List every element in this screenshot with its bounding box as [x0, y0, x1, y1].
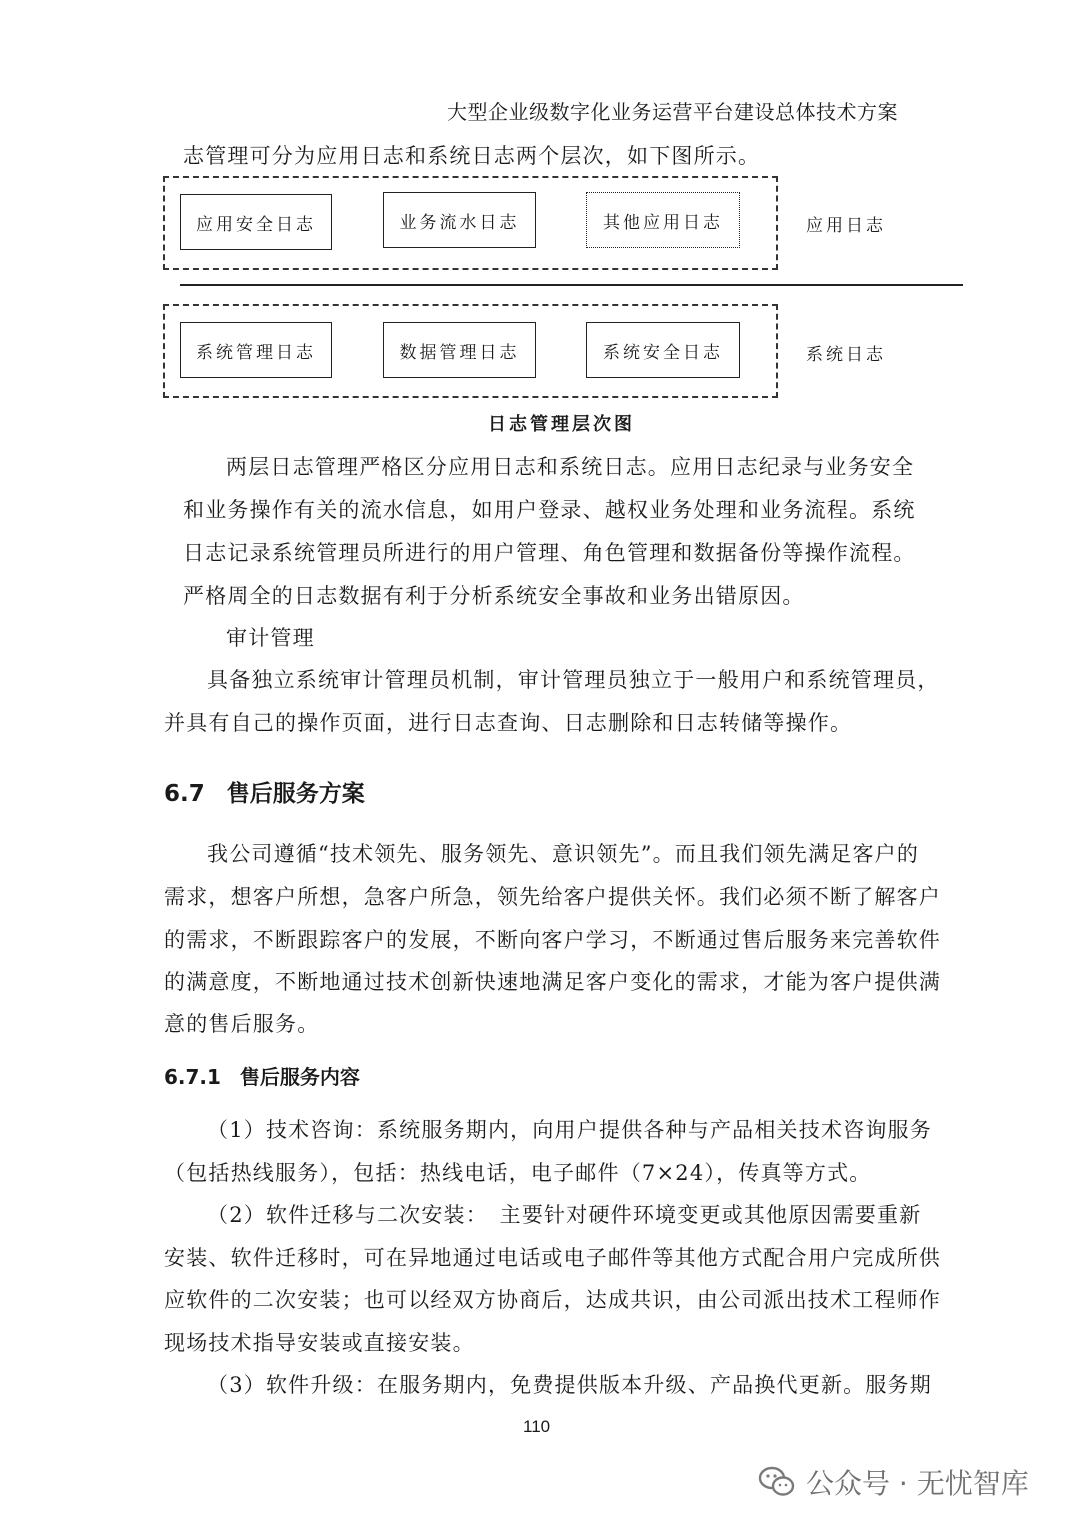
- para1-line: 两层日志管理严格区分应用日志和系统日志。应用日志纪录与业务安全: [226, 455, 915, 479]
- subsection-title: 售后服务内容: [239, 1065, 360, 1089]
- para3-line: 需求，想客户所想，急客户所急，领先给客户提供关怀。我们必须不断了解客户: [164, 885, 941, 909]
- business-flow-log-box: 业务流水日志: [383, 192, 536, 248]
- sys-security-log-box: 系统安全日志: [586, 322, 740, 378]
- diagram-caption: 日志管理层次图: [488, 414, 635, 435]
- section-number: 6.7: [164, 781, 205, 807]
- wechat-icon: [758, 1465, 796, 1499]
- para3-line: 的满意度，不断地通过技术创新快速地满足客户变化的需求，才能为客户提供满: [164, 970, 941, 994]
- para1-line: 严格周全的日志数据有利于分析系统安全事故和业务出错原因。: [183, 584, 805, 608]
- sys-management-log-box: 系统管理日志: [180, 322, 332, 378]
- para3-line: 的需求，不断跟踪客户的发展，不断向客户学习，不断通过售后服务来完善软件: [164, 928, 941, 952]
- para3-line: 意的售后服务。: [164, 1012, 320, 1036]
- watermark: [758, 1462, 1029, 1502]
- para1-line: 日志记录系统管理员所进行的用户管理、角色管理和数据备份等操作流程。: [183, 541, 916, 565]
- subsection-heading: [164, 1061, 360, 1090]
- sys-log-label: 系统日志: [806, 345, 886, 365]
- document-header: 大型企业级数字化业务运营平台建设总体技术方案: [447, 100, 898, 124]
- para3-line: 我公司遵循“技术领先、服务领先、意识领先”。而且我们领先满足客户的: [207, 842, 920, 866]
- section-title: 售后服务方案: [226, 781, 365, 807]
- para1-line: 和业务操作有关的流水信息，如用户登录、越权业务处理和业务流程。系统: [183, 498, 916, 522]
- subsection-number: 6.7.1: [164, 1065, 221, 1089]
- para2-line: 具备独立系统审计管理员机制，审计管理员独立于一般用户和系统管理员，: [207, 668, 940, 692]
- watermark-text: 公众号 · 无忧智库: [806, 1467, 1029, 1500]
- item2-line: （2）软件迁移与二次安装： 主要针对硬件环境变更或其他原因需要重新: [207, 1203, 922, 1227]
- para2-line: 并具有自己的操作页面，进行日志查询、日志删除和日志转储等操作。: [164, 711, 853, 735]
- other-app-log-box: 其他应用日志: [586, 192, 740, 248]
- app-security-log-box: 应用安全日志: [180, 194, 332, 250]
- item1-line: （包括热线服务），包括：热线电话，电子邮件（7×24），传真等方式。: [164, 1161, 872, 1185]
- data-management-log-box: 数据管理日志: [383, 322, 536, 378]
- item1-line: （1）技术咨询：系统服务期内，向用户提供各种与产品相关技术咨询服务: [207, 1118, 932, 1142]
- audit-title: 审计管理: [226, 626, 315, 650]
- intro-line: 志管理可分为应用日志和系统日志两个层次，如下图所示。: [183, 144, 761, 168]
- page-number: 110: [523, 1417, 551, 1436]
- item2-line: 安装、软件迁移时，可在异地通过电话或电子邮件等其他方式配合用户完成所供: [164, 1246, 941, 1270]
- item3-line: （3）软件升级：在服务期内，免费提供版本升级、产品换代更新。服务期: [207, 1373, 932, 1397]
- layer-separator: [180, 284, 963, 286]
- item2-line: 应软件的二次安装；也可以经双方协商后，达成共识，由公司派出技术工程师作: [164, 1288, 941, 1312]
- app-log-label: 应用日志: [806, 216, 886, 236]
- item2-line: 现场技术指导安装或直接安装。: [164, 1331, 475, 1355]
- section-heading: [164, 775, 365, 808]
